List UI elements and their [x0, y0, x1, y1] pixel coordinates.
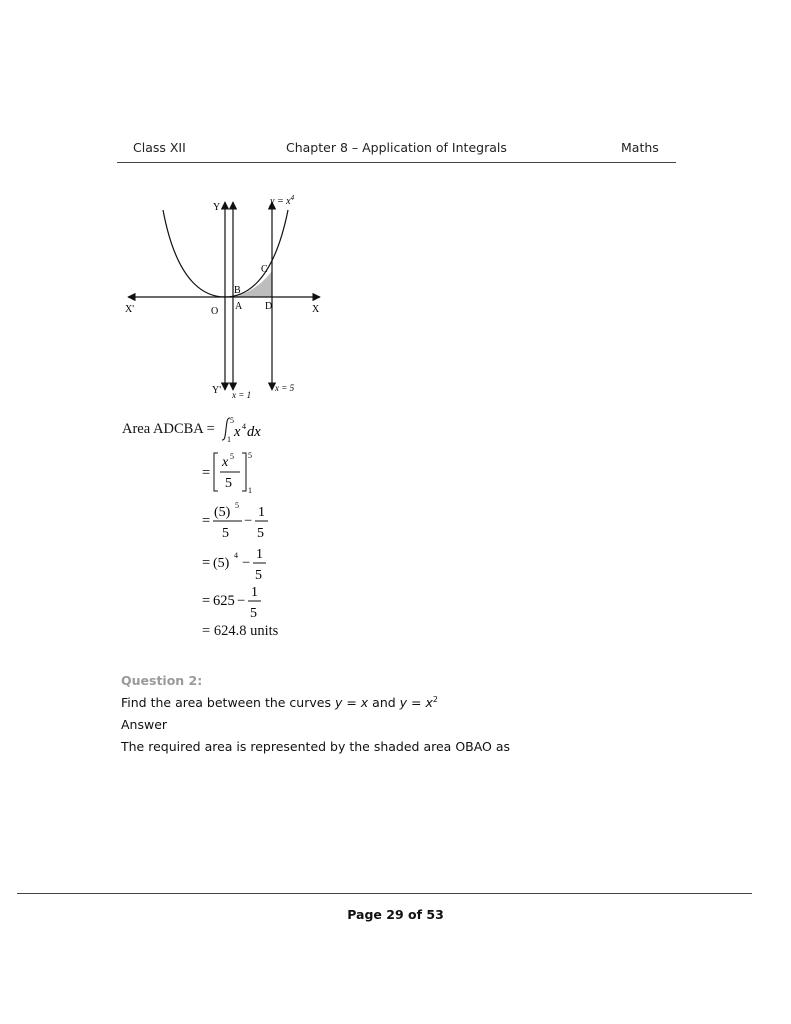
svg-text:1: 1 — [258, 505, 265, 520]
svg-text:1: 1 — [256, 547, 263, 562]
header-class: Class XII — [133, 140, 186, 155]
solution-line-3 — [202, 501, 292, 543]
origin-label: O — [211, 306, 219, 317]
question-text: Find the area between the curves y = x and $y = x^2$ — [121, 695, 438, 711]
x-axis-label: X — [312, 304, 320, 315]
header-chapter: Chapter 8 – Application of Integrals — [286, 140, 507, 155]
integral-expression — [221, 415, 281, 445]
line-x1-label: x = 1 — [232, 390, 252, 400]
y-axis-label: Y — [213, 202, 221, 213]
line-x5-label: x = 5 — [275, 383, 295, 393]
svg-text:625: 625 — [213, 593, 235, 609]
area-graph-figure — [120, 190, 340, 405]
y-neg-axis-label: Y' — [212, 385, 222, 396]
solution-line-5 — [202, 585, 302, 623]
solution-line-1: Area ADCBA = — [122, 421, 215, 437]
svg-text:1: 1 — [227, 435, 231, 444]
svg-text:−: − — [244, 513, 253, 529]
curve-label: $y = x^4$ — [270, 194, 295, 207]
point-a-label: A — [235, 301, 243, 312]
svg-text:5: 5 — [235, 501, 239, 510]
svg-text:5: 5 — [255, 568, 262, 583]
point-b-label: B — [234, 285, 241, 296]
question-label: Question 2: — [121, 673, 203, 688]
svg-text:1: 1 — [251, 585, 258, 600]
svg-text:=: = — [202, 593, 211, 609]
svg-text:x: x — [234, 424, 241, 440]
svg-text:5: 5 — [230, 416, 234, 425]
x-neg-axis-label: X' — [125, 304, 135, 315]
svg-text:−: − — [237, 593, 246, 609]
svg-text:5: 5 — [257, 526, 264, 541]
solution-line-2 — [202, 449, 272, 497]
footer-rule — [17, 893, 752, 894]
svg-text:=: = — [202, 555, 211, 571]
point-c-label: C — [261, 264, 268, 275]
point-d-label: D — [265, 301, 273, 312]
svg-text:5: 5 — [248, 451, 252, 460]
svg-text:5: 5 — [250, 606, 257, 621]
header-rule — [117, 162, 676, 163]
svg-text:(5): (5) — [213, 556, 230, 571]
integral-solution — [120, 415, 380, 645]
solution-result: = 624.8 units — [202, 623, 279, 639]
answer-text: The required area is represented by the shaded area OBAO as — [121, 739, 511, 754]
svg-text:=: = — [202, 513, 211, 529]
svg-text:(5): (5) — [214, 505, 231, 520]
svg-text:1: 1 — [248, 486, 252, 495]
header-subject: Maths — [621, 140, 659, 155]
svg-text:dx: dx — [247, 424, 261, 440]
svg-text:4: 4 — [234, 551, 238, 560]
svg-text:5: 5 — [230, 452, 234, 461]
svg-text:5: 5 — [222, 526, 229, 541]
svg-text:−: − — [242, 555, 251, 571]
page-number: Page 29 of 53 — [347, 907, 444, 922]
svg-text:=: = — [202, 465, 211, 481]
solution-line-4 — [202, 545, 292, 585]
svg-text:4: 4 — [242, 422, 246, 431]
svg-text:x: x — [222, 455, 229, 470]
answer-label: Answer — [121, 717, 168, 732]
svg-text:5: 5 — [225, 476, 232, 491]
